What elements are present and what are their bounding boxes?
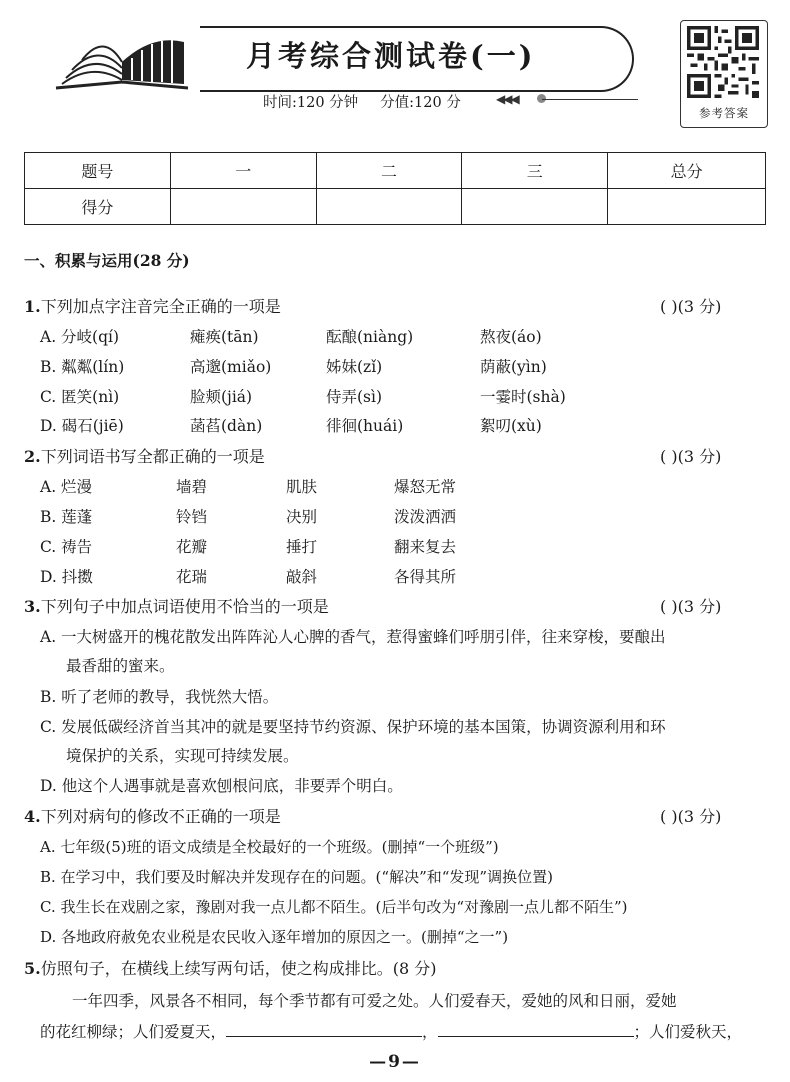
option-c: C. 发展低碳经济首当其冲的就是要坚持节约资源、保护环境的基本国策，协调资源利用和环	[40, 718, 666, 736]
question-5	[24, 958, 436, 980]
option-item: 絮叨(xù)	[480, 417, 542, 435]
score-cell: 题号	[25, 153, 171, 189]
question-1	[24, 296, 281, 318]
option-item: 酝酿(niàng)	[326, 328, 414, 346]
score-cell: 三	[462, 153, 608, 189]
option-item: 捶打	[286, 538, 318, 556]
option-item: 各得其所	[394, 568, 457, 586]
option-item: D. 碣石(jiē)	[40, 417, 124, 435]
score-cell: 二	[316, 153, 462, 189]
option-item: 熬夜(áo)	[480, 328, 542, 346]
qr-label: 参考答案	[699, 106, 749, 120]
question-number: 3.	[24, 597, 41, 616]
option-item: 肌肤	[286, 478, 318, 496]
option-item: 侍弄(sì)	[326, 388, 383, 406]
question-number: 1.	[24, 297, 41, 316]
option-item: 高邈(miǎo)	[190, 358, 272, 376]
passage-line-2	[40, 1020, 742, 1043]
answer-blank[interactable]	[438, 1020, 634, 1037]
option-item: 墙碧	[176, 478, 208, 496]
option-item: 徘徊(huái)	[326, 417, 404, 435]
passage-text: 的花红柳绿；人们爱夏天，	[40, 1023, 227, 1041]
option-b: B. 听了老师的教导，我恍然大悟。	[40, 688, 279, 706]
passage-line-1: 一年四季，风景各不相同，每个季节都有可爱之处。人们爱春天，爱她的风和日丽，爱她	[72, 992, 677, 1010]
score-input-cell[interactable]	[462, 189, 608, 225]
option-item: 脸颊(jiá)	[190, 388, 253, 406]
passage-text: ，	[422, 1023, 438, 1041]
question-text: 下列对病句的修改不正确的一项是	[40, 807, 281, 826]
option-c-cont: 境保护的关系，实现可持续发展。	[66, 747, 299, 765]
answer-paren[interactable]: ( )(3 分)	[660, 297, 722, 316]
option-item: 泼泼洒洒	[394, 508, 457, 526]
passage-text: ；人们爱秋天，	[633, 1023, 743, 1041]
question-text: 仿照句子，在横线上续写两句话，使之构成排比。(8 分)	[40, 959, 437, 978]
option-item: 姊妹(zǐ)	[326, 358, 383, 376]
option-item: A. 烂漫	[40, 478, 93, 496]
question-number: 4.	[24, 807, 41, 826]
option-item: 敲斜	[286, 568, 318, 586]
option-item: 铃铛	[176, 508, 208, 526]
total-score: 分值:120 分	[380, 95, 461, 111]
option-c: C. 我生长在戏剧之家，豫剧对我一点儿都不陌生。(后半句改为“对豫剧一点儿都不陌生”)	[40, 898, 628, 916]
option-item: 一霎时(shà)	[480, 388, 566, 406]
answer-paren[interactable]: ( )(3 分)	[660, 597, 722, 616]
exam-meta	[263, 91, 461, 112]
score-cell: 得分	[25, 189, 171, 225]
score-cell: 一	[170, 153, 316, 189]
option-item: 花瑞	[176, 568, 208, 586]
option-b: B. 在学习中，我们要及时解决并发现存在的问题。(“解决”和“发现”调换位置)	[40, 868, 553, 886]
qr-answer-box[interactable]	[680, 20, 768, 128]
option-item: C. 祷告	[40, 538, 93, 556]
question-text: 下列词语书写全都正确的一项是	[40, 447, 265, 466]
option-item: 决别	[286, 508, 318, 526]
option-d: D. 各地政府赦免农业税是农民收入逐年增加的原因之一。(删掉“之一”)	[40, 928, 509, 946]
option-item: A. 分岐(qí)	[40, 328, 120, 346]
score-input-cell[interactable]	[316, 189, 462, 225]
option-item: D. 抖擞	[40, 568, 93, 586]
option-item: 爆怒无常	[394, 478, 457, 496]
page-number: —9—	[369, 1052, 421, 1072]
question-text: 下列加点字注音完全正确的一项是	[40, 297, 281, 316]
option-item: 翻来复去	[394, 538, 457, 556]
option-item: C. 匿笑(nì)	[40, 388, 120, 406]
option-a: A. 七年级(5)班的语文成绩是全校最好的一个班级。(删掉“一个班级”)	[40, 838, 499, 856]
time-limit: 时间:120 分钟	[263, 95, 359, 111]
option-item: 花瓣	[176, 538, 208, 556]
section-title: 一、积累与运用(28 分)	[24, 251, 190, 270]
answer-blank[interactable]	[226, 1020, 422, 1037]
option-item: B. 莲蓬	[40, 508, 93, 526]
question-4	[24, 806, 281, 828]
score-input-cell[interactable]	[608, 189, 766, 225]
question-text: 下列句子中加点词语使用不恰当的一项是	[40, 597, 329, 616]
open-book-icon	[52, 22, 192, 94]
option-item: 瘫痪(tān)	[190, 328, 259, 346]
option-item: B. 粼粼(lín)	[40, 358, 125, 376]
score-cell: 总分	[608, 153, 766, 189]
option-item: 荫蔽(yìn)	[480, 358, 547, 376]
score-value-row	[25, 189, 766, 225]
divider	[542, 99, 638, 100]
option-a-cont: 最香甜的蜜来。	[66, 657, 175, 675]
question-number: 2.	[24, 447, 41, 466]
option-d: D. 他这个人遇事就是喜欢刨根问底，非要弄个明白。	[40, 777, 403, 795]
question-2	[24, 446, 265, 468]
question-number: 5.	[24, 959, 41, 978]
score-input-cell[interactable]	[170, 189, 316, 225]
answer-paren[interactable]: ( )(3 分)	[660, 447, 722, 466]
option-item: 菡萏(dàn)	[190, 417, 263, 435]
score-table	[24, 152, 766, 225]
score-header-row	[25, 153, 766, 189]
arrows-icon: ◀◀◀	[496, 92, 518, 106]
answer-paren[interactable]: ( )(3 分)	[660, 807, 722, 826]
question-3	[24, 596, 329, 618]
qr-code-icon	[687, 26, 759, 98]
option-a: A. 一大树盛开的槐花散发出阵阵沁人心脾的香气，惹得蜜蜂们呼朋引伴，往来穿梭，要酿出	[40, 628, 666, 646]
page-title: 月考综合测试卷(一)	[246, 39, 536, 73]
